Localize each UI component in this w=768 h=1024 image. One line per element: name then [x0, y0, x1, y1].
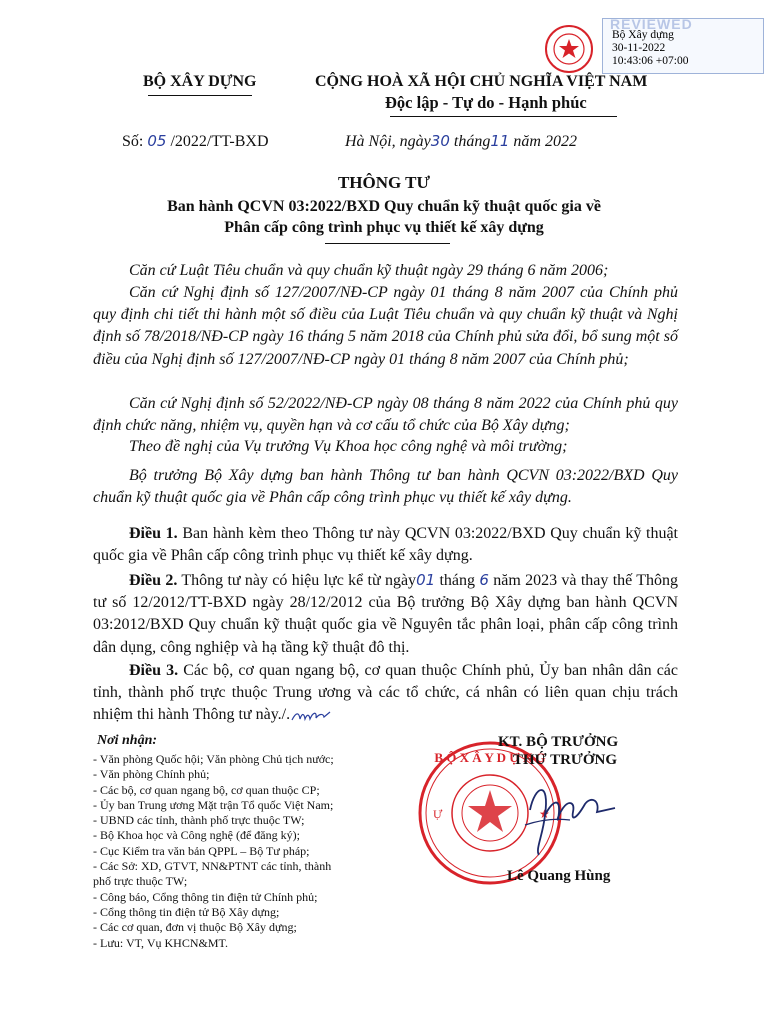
- handwritten-signature: [505, 770, 625, 860]
- handwritten-initials: [290, 708, 332, 724]
- article-2: Điều 2. Thông tư này có hiệu lực kể từ ngày01 tháng 6 năm 2023 và thay thế Thông tư số 12/2012/TT-BXD ngày 28/12/2012 của Bộ trưởng Bộ Xây dựng ban hành QCVN 03:2012/BXD Quy chuẩn kỹ thuật quốc gia về Nguyên tắc phân loại, phân cấp công trình dân dụng, công nghiệp và hạ tầng kỹ thuật đô thị.: [93, 571, 679, 656]
- svg-text:★: ★: [539, 807, 550, 821]
- recipient-item: - Lưu: VT, Vụ KHCN&MT.: [93, 935, 228, 950]
- svg-text:B Ộ X Â Y D Ự N G: B Ộ X Â Y D Ự N G: [434, 750, 546, 765]
- handwritten-number: 05: [147, 132, 167, 150]
- article-1: Điều 1. Ban hành kèm theo Thông tư này QCVN 03:2022/BXD Quy chuẩn kỹ thuật quốc gia về Phân cấp công trình phục vụ thiết kế xây dựng.: [93, 525, 679, 565]
- recipient-item: - Công báo, Cổng thông tin điện tử Chính phủ;: [93, 889, 318, 904]
- motto-underline: [390, 116, 617, 117]
- document-subtitle-line1: Ban hành QCVN 03:2022/BXD Quy chuẩn kỹ thuật quốc gia về: [167, 198, 601, 215]
- recipients-title: Nơi nhận:: [97, 733, 158, 748]
- sign-time: 10:43:06 +07:00: [612, 55, 689, 67]
- recipient-item: - Cổng thông tin điện tử Bộ Xây dựng;: [93, 904, 280, 919]
- preamble-paragraph-4: Theo đề nghị của Vụ trưởng Vụ Khoa học công nghệ và môi trường;: [129, 438, 568, 455]
- recipient-item: - Văn phòng Quốc hội; Văn phòng Chủ tịch nước;: [93, 752, 334, 766]
- subtitle-underline: [325, 243, 450, 244]
- handwritten-day: 30: [430, 132, 450, 150]
- reviewed-watermark: REVIEWED: [610, 16, 693, 32]
- country-name: CỘNG HOÀ XÃ HỘI CHỦ NGHĨA VIỆT NAM: [315, 73, 648, 90]
- recipients-list: [93, 752, 423, 951]
- signer-name: Bộ Xây dựng: [612, 29, 674, 41]
- preamble-paragraph-3: Căn cứ Nghị định số 52/2022/NĐ-CP ngày 08 tháng 8 năm 2022 của Chính phủ quy định chức năng, nhiệm vụ, quyền hạn và cơ cấu tổ chức của Bộ Xây dựng;: [93, 395, 678, 435]
- signer-name-printed: Lê Quang Hùng: [507, 868, 611, 884]
- agency-underline: [148, 95, 252, 96]
- handwritten-effective-day: 01: [416, 571, 436, 589]
- issuing-agency: BỘ XÂY DỰNG: [143, 73, 257, 90]
- recipient-item: - Các bộ, cơ quan ngang bộ, cơ quan thuộc CP;: [93, 782, 320, 797]
- document-subtitle-line2: Phân cấp công trình phục vụ thiết kế xây dựng: [224, 219, 544, 236]
- sign-date: 30-11-2022: [612, 42, 666, 54]
- recipient-item: - Các cơ quan, đơn vị thuộc Bộ Xây dựng;: [93, 920, 297, 935]
- national-motto: Độc lập - Tự do - Hạnh phúc: [385, 93, 587, 112]
- handwritten-effective-month: 6: [479, 571, 489, 589]
- preamble-paragraph-5: Bộ trưởng Bộ Xây dựng ban hành Thông tư ban hành QCVN 03:2022/BXD Quy chuẩn kỹ thuật quốc gia về Phân cấp công trình phục vụ thiết kế xây dựng.: [93, 467, 678, 507]
- signature-info-text: [612, 29, 688, 68]
- preamble-paragraph-1: Căn cứ Luật Tiêu chuẩn và quy chuẩn kỹ thuật ngày 29 tháng 6 năm 2006;: [129, 262, 609, 279]
- recipient-item: - Cục Kiểm tra văn bản QPPL – Bộ Tư pháp;: [93, 843, 310, 858]
- signer-position: KT. BỘ TRƯỞNG: [498, 734, 619, 750]
- handwritten-month: 11: [490, 132, 510, 150]
- article-3: Điều 3. Các bộ, cơ quan ngang bộ, cơ quan thuộc Chính phủ, Ủy ban nhân dân các tỉnh, thành phố trực thuộc Trung ương và các tổ chức, cá nhân có liên quan chịu trách nhiệm thi hành Thông tư này./.: [93, 662, 678, 724]
- recipient-item: phố trực thuộc TW;: [93, 874, 188, 889]
- preamble-paragraph-2: Căn cứ Nghị định số 127/2007/NĐ-CP ngày 01 tháng 8 năm 2007 của Chính phủ quy định chi tiết thi hành một số điều của Luật Tiêu chuẩn và quy chuẩn kỹ thuật và Nghị định số 78/2018/NĐ-CP ngày 16 tháng 5 năm 2018 của Chính phủ sửa đổi, bổ sung một số điều của Nghị định số 127/2007/NĐ-CP ngày 01 tháng 8 năm 2007 của Chính phủ;: [93, 284, 678, 368]
- document-title: THÔNG TƯ: [337, 173, 431, 192]
- svg-text:Ự: Ự: [433, 807, 443, 821]
- recipient-item: - Ủy ban Trung ương Mặt trận Tổ quốc Việt Nam;: [93, 797, 334, 812]
- recipient-item: - Văn phòng Chính phủ;: [93, 767, 210, 782]
- signer-subposition: THỨ TRƯỞNG: [513, 752, 618, 768]
- recipient-item: - Bộ Khoa học và Công nghệ (để đăng ký);: [93, 828, 300, 843]
- recipient-item: - UBND các tỉnh, thành phố trực thuộc TW;: [93, 813, 305, 828]
- recipient-item: - Các Sở: XD, GTVT, NN&PTNT các tỉnh, thành: [93, 859, 332, 874]
- red-seal-icon: [544, 24, 594, 74]
- document-number: Số: 05 /2022/TT-BXD: [122, 132, 269, 150]
- issue-date: Hà Nội, ngày30 tháng11 năm 2022: [345, 132, 577, 150]
